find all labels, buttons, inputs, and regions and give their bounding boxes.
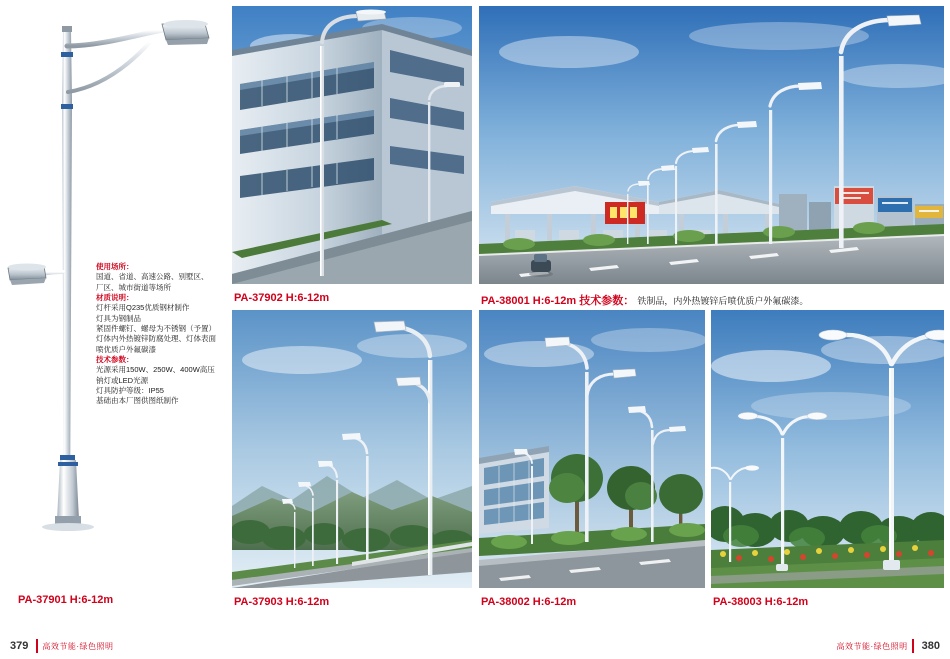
tech-note-text: 铁制品，内外热镀锌后喷优质户外氟碳漆。 [637,296,809,306]
caption-pa37902: PA-37902 H:6-12m [234,292,330,304]
scene-garden-plaza [711,310,944,588]
scene-factory-building [232,6,472,284]
page-number-right: 380 [921,640,940,652]
footer-slogan-left: 高效节能·绿色照明 [42,641,114,651]
caption-pa38002: PA-38002 H:6-12m [481,596,577,608]
caption-pa38003: PA-38003 H:6-12m [713,596,809,608]
spec-tech-header: 技术参数： [96,355,134,365]
caption-pa37901: PA-37901 H:6-12m [18,594,114,606]
spec-usage-header: 使用场所： [96,262,134,271]
page-number-left: 379 [10,640,29,652]
footer-slogan-right: 高效节能·绿色照明 [836,641,908,651]
footer-divider-left [36,639,38,653]
caption-pa37903: PA-37903 H:6-12m [234,596,330,608]
photo-pa37903 [232,310,472,588]
tech-note-label: 技术参数： [579,295,635,307]
footer-left [6,639,114,653]
spec-usage-line-0: 国道、省道、高速公路、别墅区、 [96,272,209,282]
spec-material-header: 材质说明： [96,293,134,303]
photo-pa38001 [479,6,944,284]
spec-tech-line-1: 钠灯或LED光源 [96,375,149,385]
spec-block [96,262,221,407]
spec-material-line-2: 紧固件螺钉、螺母为不锈钢（予置） [96,324,216,334]
spec-usage-line-1: 厂区、城市街道等场所 [96,282,171,292]
footer-right [836,639,944,653]
spec-tech-line-2: 灯具防护等级：IP55 [96,386,164,396]
scene-toll-gate [479,6,944,284]
spec-tech-line-3: 基础由本厂图供图纸制作 [96,396,179,406]
spec-tech-line-0: 光源采用150W、250W、400W高压 [96,365,215,375]
photo-pa37902 [232,6,472,284]
photo-pa38003 [711,310,944,588]
spec-material-line-0: 灯杆采用Q235优质钢材制作 [96,303,190,313]
scene-mountain-road [232,310,472,588]
spec-material-line-3: 灯体内外热镀锌防腐处理、灯体表面 [96,334,216,344]
spec-material-line-1: 灯具为钢制品 [96,313,141,323]
spec-material-line-4: 喷优质户外氟碳漆 [96,344,156,354]
footer-divider-right [912,639,914,653]
caption-pa38001: PA-38001 H:6-12m 技术参数： 铁制品，内外热镀锌后喷优质户外氟碳漆。 [481,295,809,307]
scene-office-park [479,310,705,588]
photo-pa38002 [479,310,705,588]
